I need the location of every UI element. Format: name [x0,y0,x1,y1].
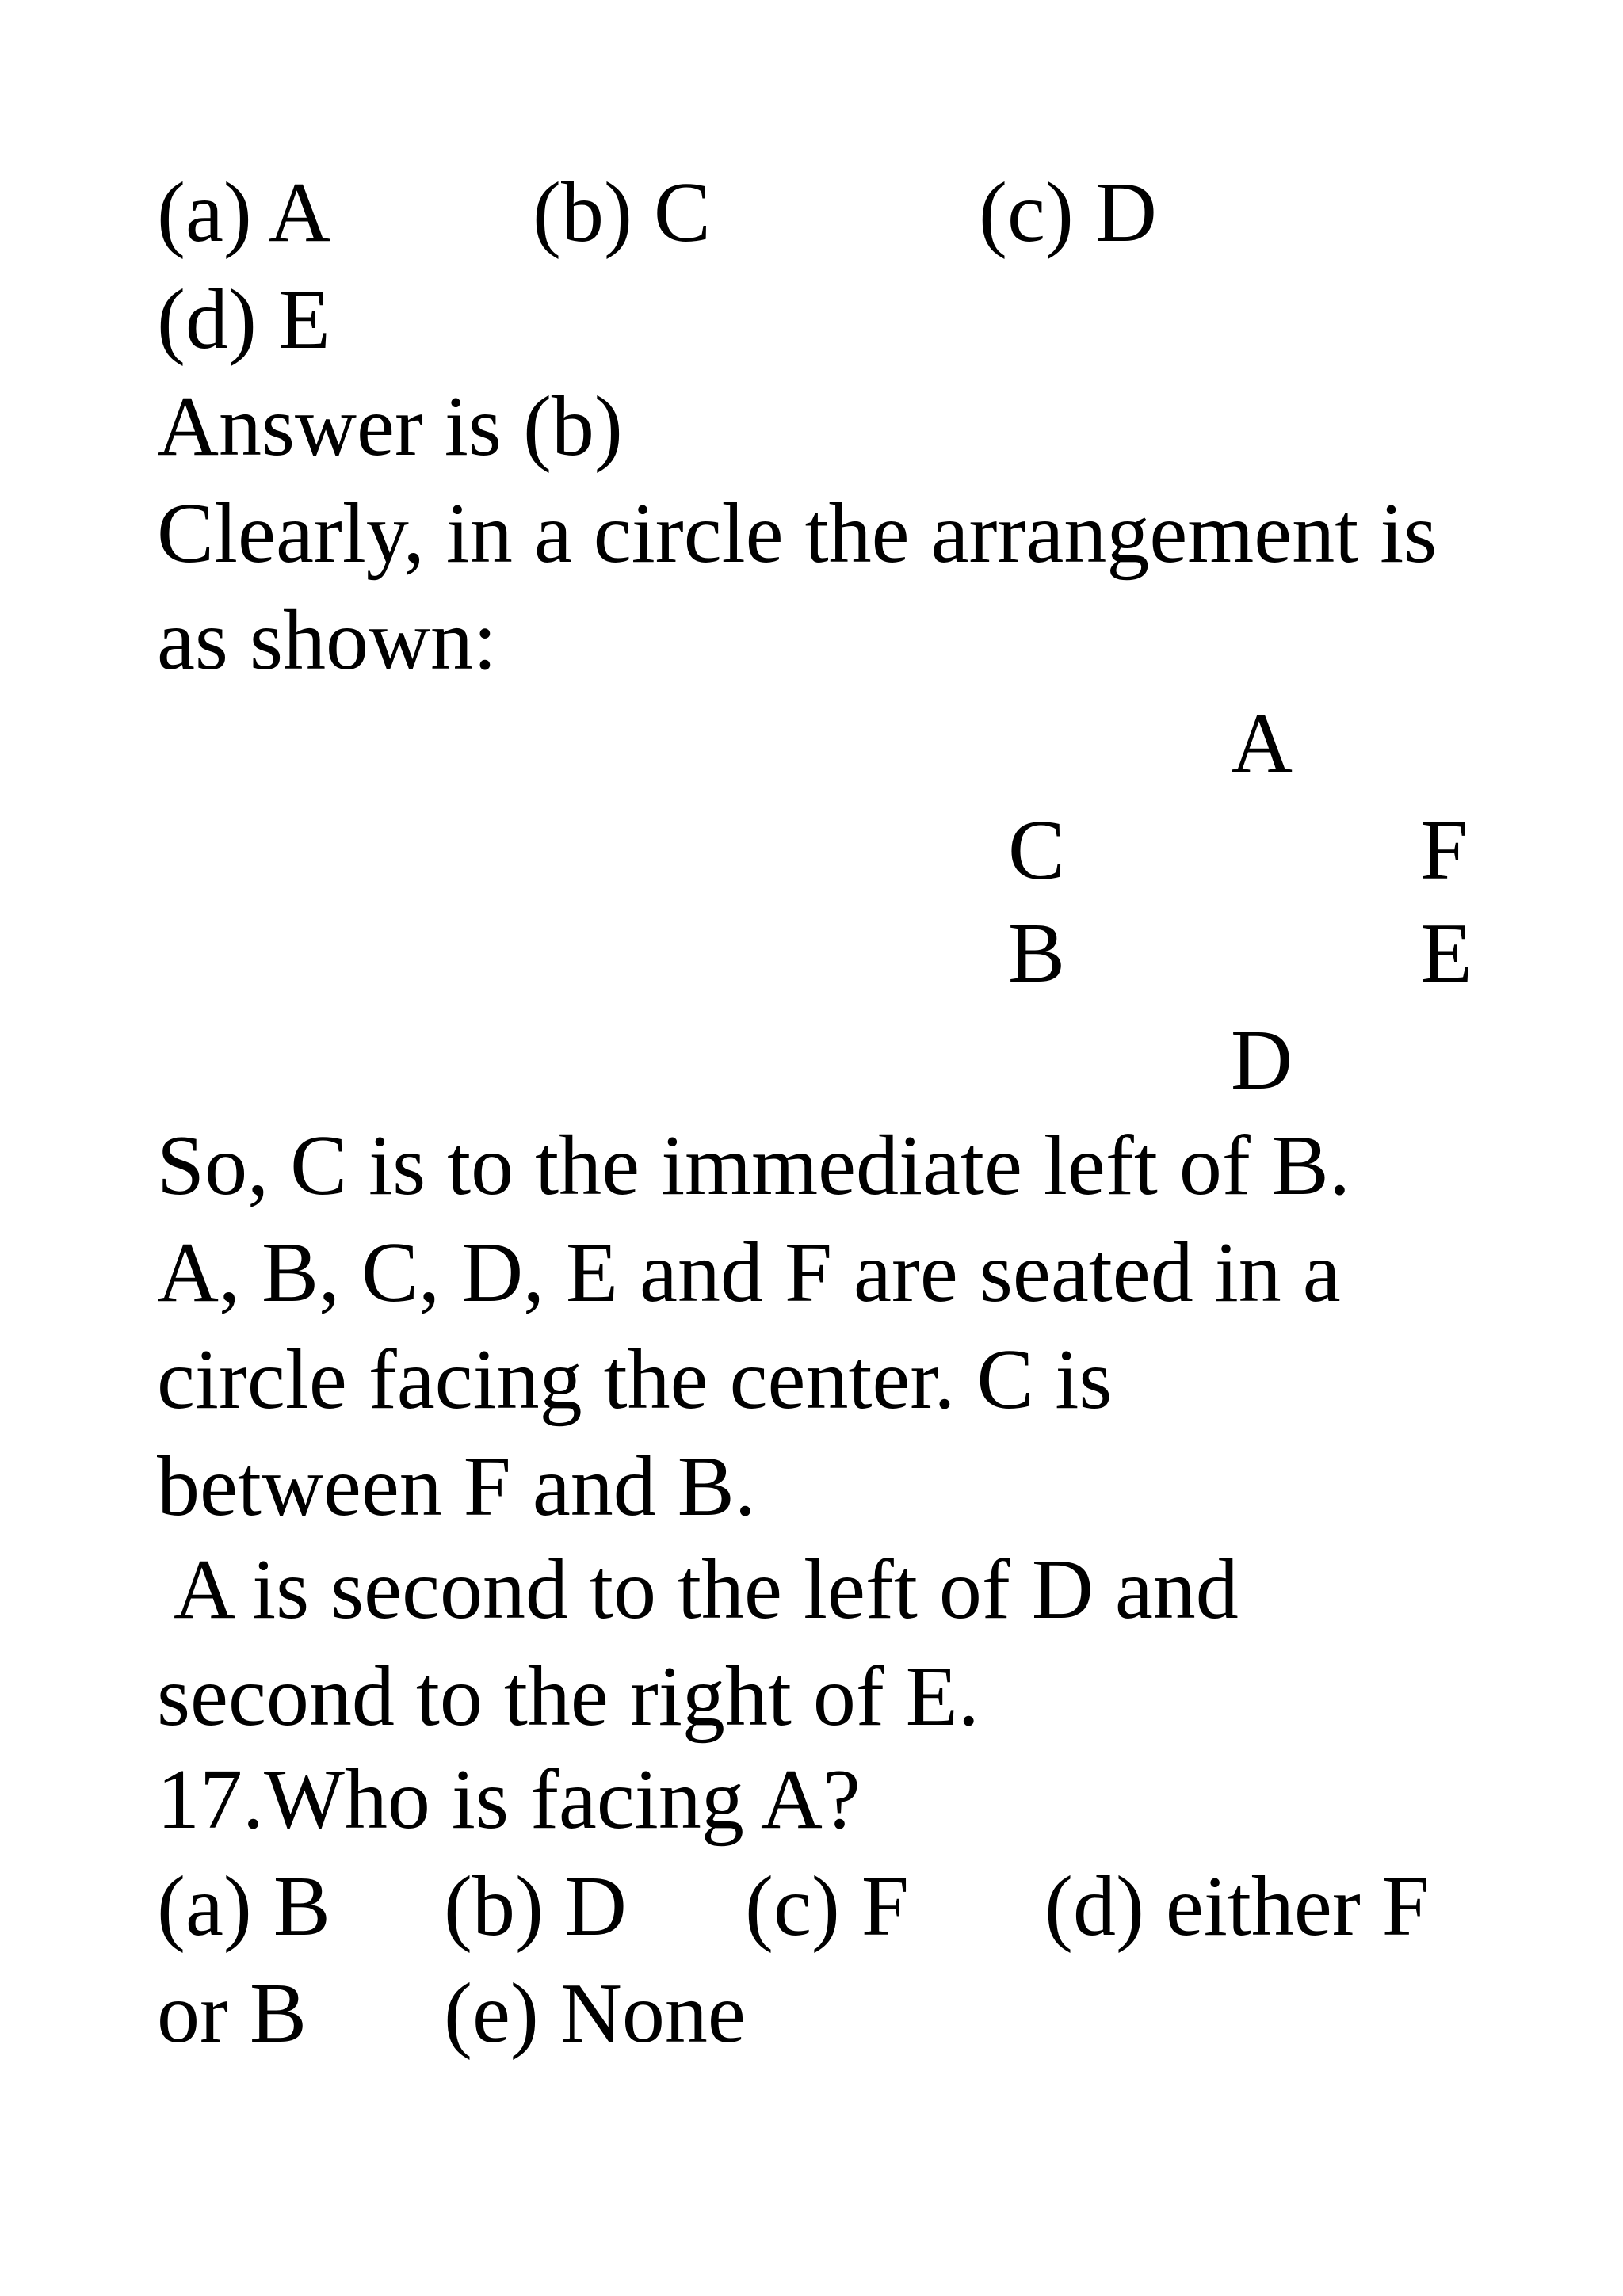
q17-option-a: (a) B [157,1859,330,1954]
seat-bottom: D [1231,1013,1293,1108]
option-a: (a) A [157,166,330,260]
seat-upper-left: C [1008,803,1066,898]
q17-option-b: (b) D [444,1859,627,1954]
q17-option-d: (d) either F [1044,1859,1430,1954]
option-c: (c) D [979,166,1157,260]
seat-upper-right: F [1420,803,1468,898]
passage-line-3: between F and B. [157,1440,756,1534]
passage-line-2: circle facing the center. C is [157,1333,1113,1427]
q17-option-d-cont: or B [157,1966,307,2061]
conclusion-line: So, C is to the immediate left of B. [157,1119,1350,1213]
explanation-line-1: Clearly, in a circle the arrangement is [157,486,1438,581]
seat-lower-left: B [1008,906,1066,1001]
passage-line-5: second to the right of E. [157,1650,980,1744]
option-d: (d) E [157,273,330,367]
q17-option-e: (e) None [444,1966,746,2061]
answer-line: Answer is (b) [157,379,623,474]
passage-line-4: A is second to the left of D and [157,1543,1239,1637]
explanation-line-2: as shown: [157,593,497,688]
passage-line-1: A, B, C, D, E and F are seated in a [157,1226,1341,1320]
option-b: (b) C [533,166,711,260]
seat-top: A [1231,696,1293,791]
question-17-text: 17.Who is facing A? [157,1753,861,1847]
seat-lower-right: E [1420,906,1472,1001]
q17-option-c: (c) F [745,1859,909,1954]
